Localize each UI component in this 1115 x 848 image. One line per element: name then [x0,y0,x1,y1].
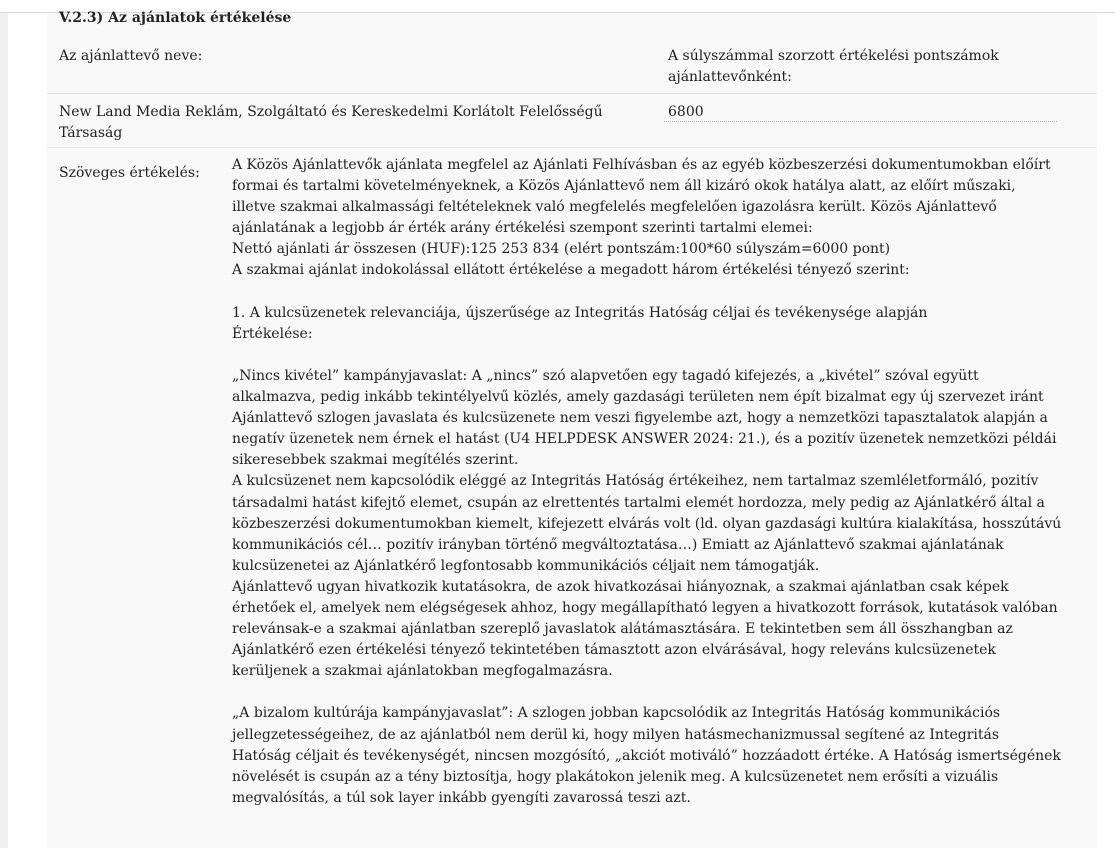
row-divider [47,93,1097,94]
score-header: A súlyszámmal szorzott értékelési pontszámok ajánlattevőnként: [668,48,999,85]
eval-paragraph-keymessage: A kulcsüzenet nem kapcsolódik eléggé az Integritás Hatóság értékeihez, nem tartalmaz szemléletformáló, pozitív társadalmi hatást kifejtő elemet, csupán az elrettentés tartalmi elemét hordozza, mely pedig az Ajánlatkérő által a közbeszerzési dokumentumokban kiemelt, kifejezett elvárás volt (ld. olyan gazdasági kultúra kialakítása, hosszútávú kommunikációs cél… pozitív irányban történő megváltoztatása…) Emiatt az Ajánlattevő szakmai ajánlatának kulcsüzenetei az Ajánlatkérő legfontosabb kommunikációs céljait nem támogatják. [232,473,1062,574]
paragraph-gap [232,682,1062,703]
row-divider-2 [47,147,1097,148]
left-gutter [0,12,8,848]
score-value: 6800 [664,102,1057,122]
eval-paragraph-evaluation-label: Értékelése: [232,325,313,342]
vendor-name-header: Az ajánlattevő neve: [59,48,203,64]
text-evaluation-label: Szöveges értékelés: [59,165,200,181]
eval-paragraph-research: Ajánlattevő ugyan hivatkozik kutatásokra, de azok hivatkozásai hiányoznak, a szakmai ajánlatban csak képek érhetőek el, amelyek nem elégségesek ahhoz, hogy megállapítható legyen a hivatkozott források, kutatások valóban relevánsak-e a szakmai ajánlatban szereplő javaslatok alátámasztására. E tekintetben sem áll összhangban az Ajánlatkérő ezen értékelési tényező tekintetében támasztott azon elvárásával, hogy releváns kulcsüzenetek kerüljenek a szakmai ajánlatokban megfogalmazásra. [232,578,1058,680]
eval-paragraph-method: A szakmai ajánlat indokolással ellátott értékelése a megadott három értékelési tényező szerint: [232,262,910,279]
eval-paragraph-campaign-2: „A bizalom kultúrája kampányjavaslat”: A szlogen jobban kapcsolódik az Integritás Hatóság kommunikációs jellegzetességeihez, de az ajánlatból nem derül ki, hogy milyen hatásmechanizmussal segítené az Integritás Hatóság céljait és tevékenységét, nincsen mozgósító, „akciót motiváló” hozzáadott értéke. A Hatóság ismertségének növelését is csupán az a tény biztosítja, hogy plakátokon jelenik meg. A kulcsüzenetet nem erősíti a vizuális megvalósítás, a túl sok layer inkább gyengíti zavarossá teszi azt. [232,705,1061,806]
paragraph-gap [232,345,1062,366]
vendor-name: New Land Media Reklám, Szolgáltató és Kereskedelmi Korlátolt Felelősségű Társaság [59,104,603,141]
eval-paragraph-price: Nettó ajánlati ár összesen (HUF):125 253 834 (elért pontszám:100*60 súlyszám=6000 pont) [232,241,891,258]
eval-paragraph-intro: A Közös Ajánlattevők ajánlata megfelel az Ajánlati Felhívásban és az egyéb közbeszerzési dokumentumokban előírt formai és tartalmi követelményeknek, a Közös Ajánlattevő nem áll kizáró okok hatálya alatt, az előírt műszaki, illetve szakmai alkalmassági feltételeknek való megfelelés megfelelően igazolásra került. Közös Ajánlattevő ajánlatának a legjobb ár érték arány értékelési szempont szerinti tartalmi elemei: [232,157,1051,237]
section-heading: V.2.3) Az ajánlatok értékelése [59,10,292,26]
eval-paragraph-criterion-1: 1. A kulcsüzenetek relevanciája, újszerűsége az Integritás Hatóság céljai és tevékenysége alapján [232,304,928,321]
paragraph-gap [232,282,1062,303]
text-evaluation-body [232,155,1062,809]
eval-paragraph-campaign-1: „Nincs kivétel” kampányjavaslat: A „nincs” szó alapvetően egy tagadó kifejezés, a „kivétel” szóval együtt alkalmazva, pedig inkább tekintélyelvű közlés, amely gazdasági területen nem épít bizalmat egy új szervezet iránt Ajánlattevő szlogen javaslata és kulcsüzenete nem veszi figyelembe azt, hogy a nemzetközi tapasztalatok alapján a negatív üzenetek nem érnek el hatást (U4 HELPDESK ANSWER 2024: 21.), és a pozitív üzenetek nemzetközi példái sikeresebbek szakmai megítélés szerint. [232,367,1057,469]
